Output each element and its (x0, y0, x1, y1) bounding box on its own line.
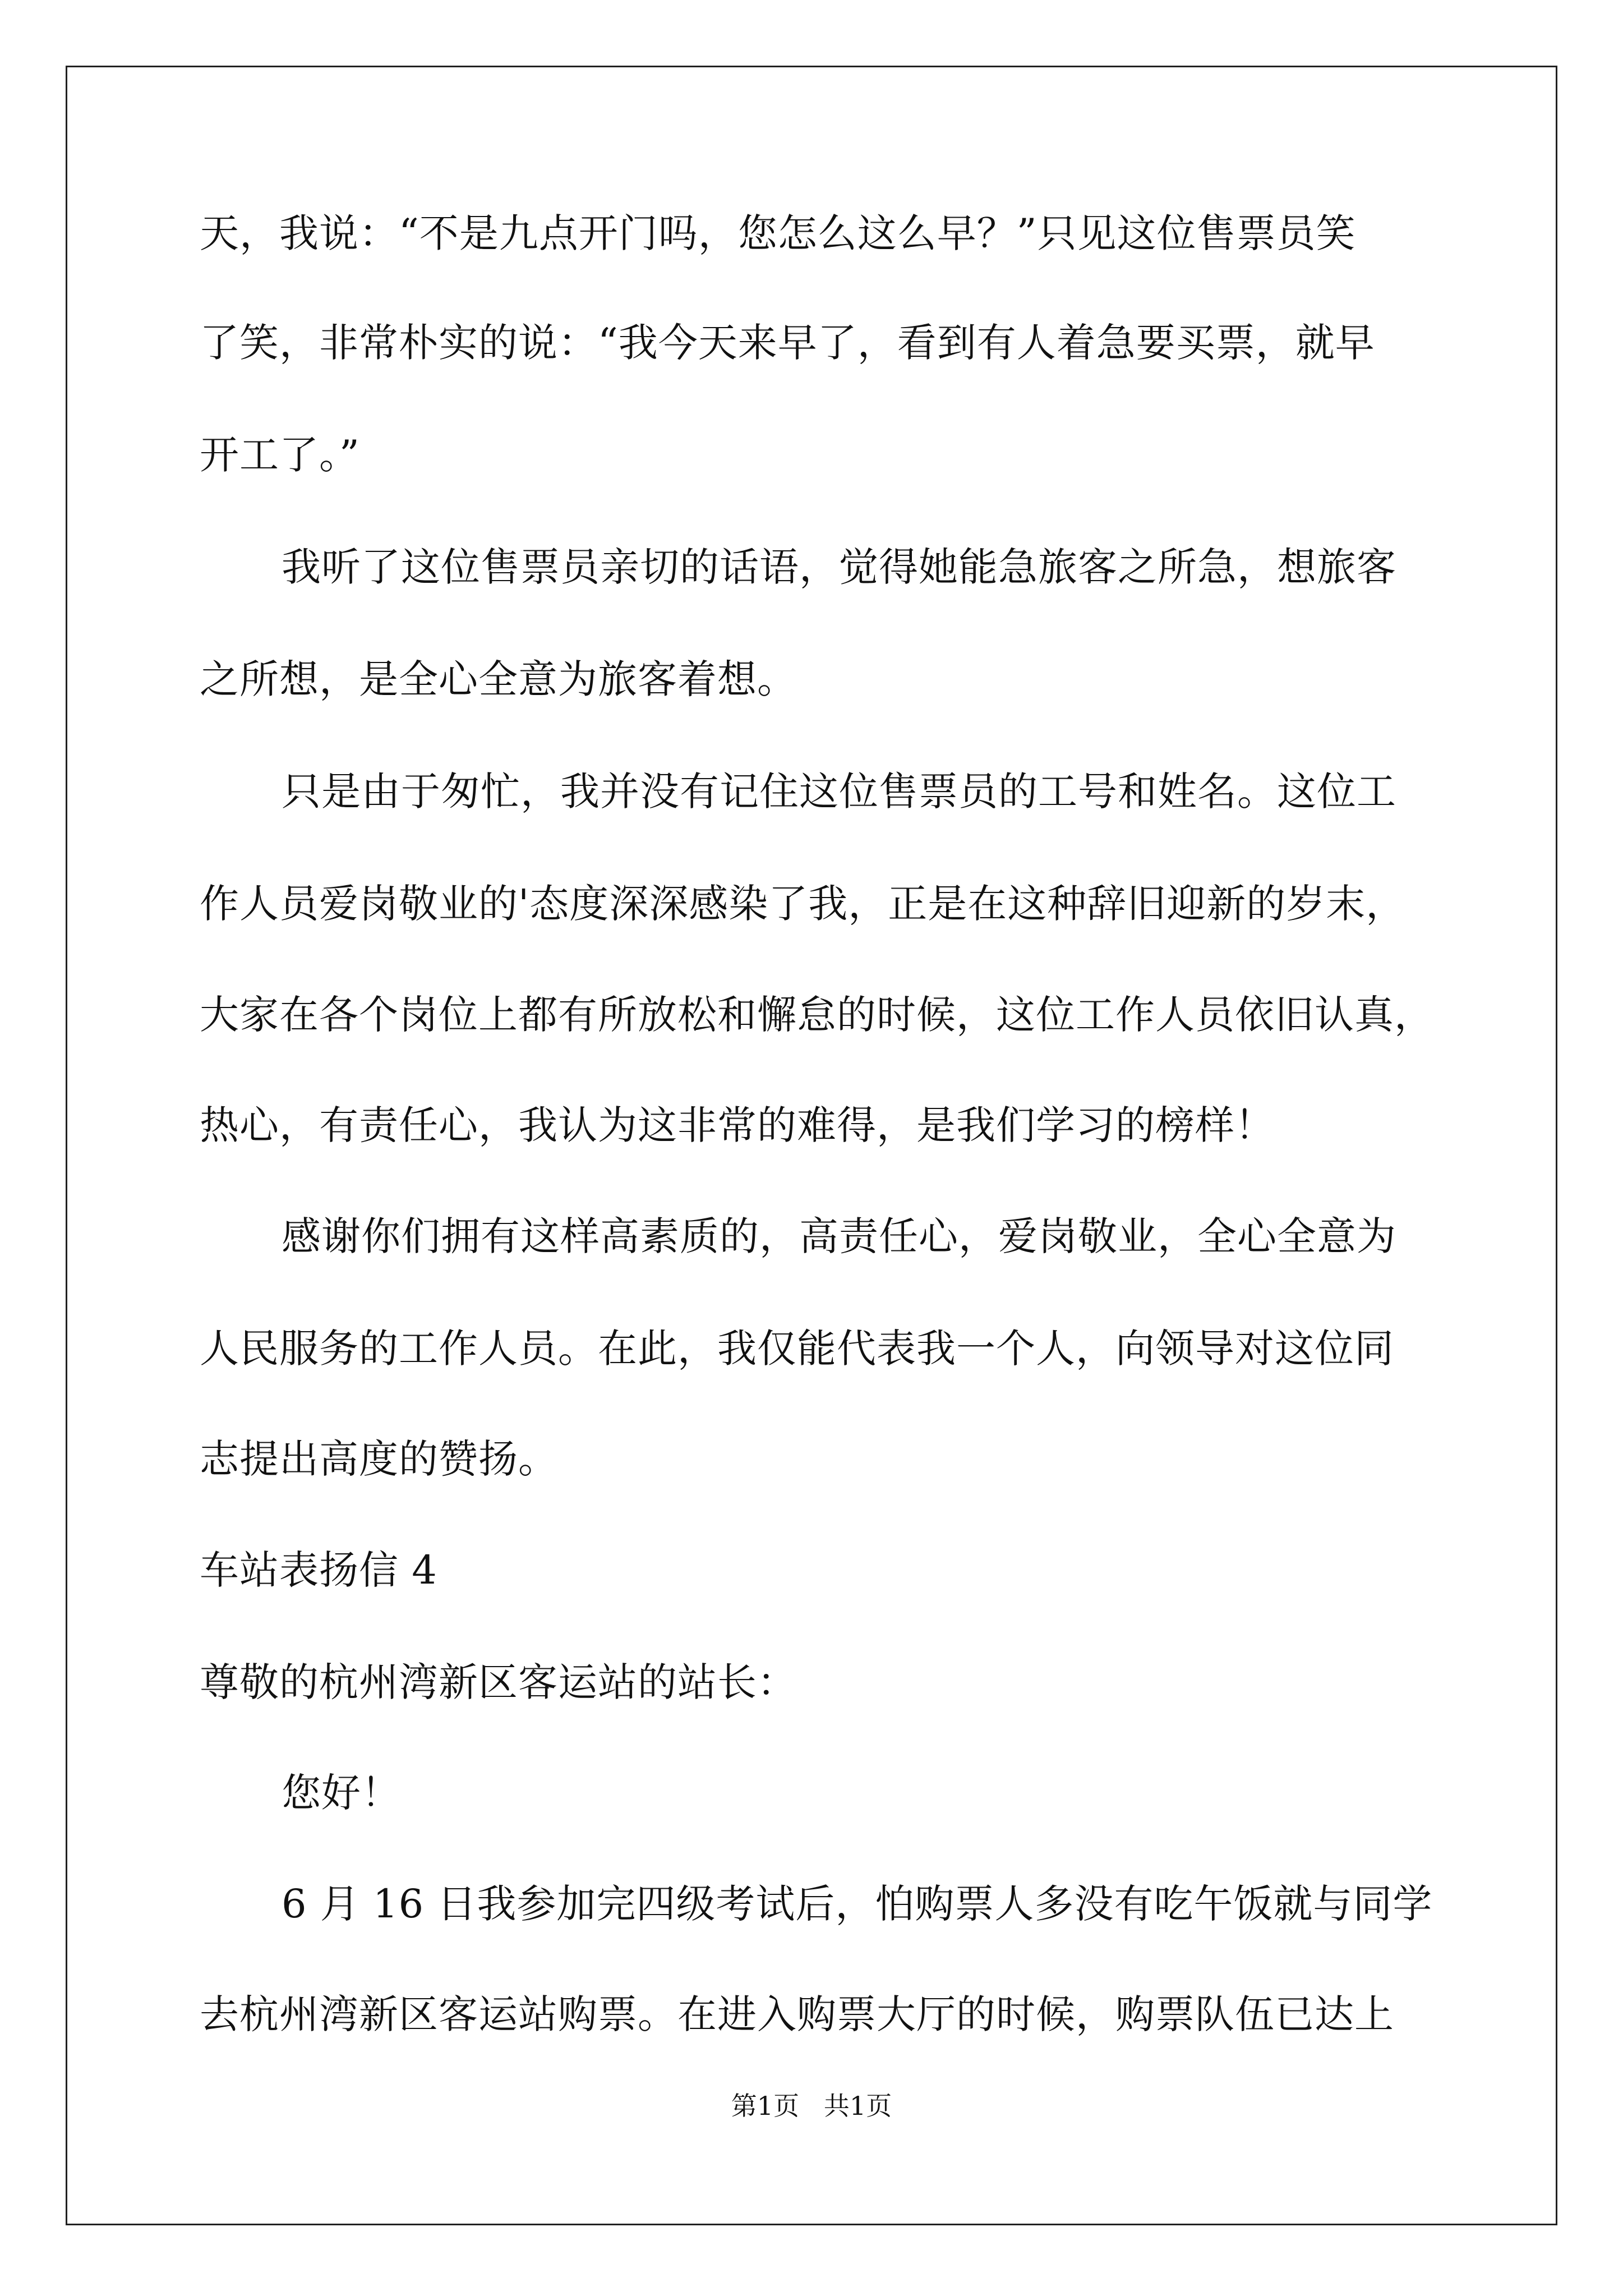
paragraph-first-line: 6 月 16 日我参加完四级考试后，怕购票人多没有吃午饭就与同学 (282, 1881, 1433, 1927)
greeting: 您好！ (282, 1770, 401, 1816)
paragraph-first-line: 只是由于匆忙，我并没有记住这位售票员的工号和姓名。这位工 (282, 769, 1396, 815)
text-line: 了笑，非常朴实的说：“我今天来早了，看到有人着急要买票，就早 (200, 320, 1375, 366)
text-line: 大家在各个岗位上都有所放松和懈怠的时候，这位工作人员依旧认真， (200, 992, 1434, 1038)
text-line: 开工了。” (200, 432, 360, 478)
text-line: 作人员爱岗敬业的'态度深深感染了我，正是在这种辞旧迎新的岁末， (200, 881, 1406, 927)
salutation: 尊敬的杭州湾新区客运站的站长： (200, 1659, 797, 1705)
text-line: 天，我说：“不是九点开门吗，您怎么这么早？”只见这位售票员笑 (200, 210, 1356, 256)
text-line: 志提出高度的赞扬。 (200, 1436, 558, 1482)
page-footer: 第1页 共1页 (731, 2091, 892, 2121)
section-heading: 车站表扬信 4 (200, 1547, 437, 1593)
text-line: 人民服务的工作人员。在此，我仅能代表我一个人，向领导对这位同 (200, 1326, 1394, 1372)
paragraph-first-line: 感谢你们拥有这样高素质的，高责任心，爱岗敬业，全心全意为 (282, 1213, 1396, 1259)
text-line: 热心，有责任心，我认为这非常的难得，是我们学习的榜样！ (200, 1102, 1275, 1148)
text-line: 去杭州湾新区客运站购票。在进入购票大厅的时候，购票队伍已达上 (200, 1991, 1394, 2037)
paragraph-first-line: 我听了这位售票员亲切的话语，觉得她能急旅客之所急，想旅客 (282, 544, 1396, 590)
text-line: 之所想，是全心全意为旅客着想。 (200, 656, 797, 702)
